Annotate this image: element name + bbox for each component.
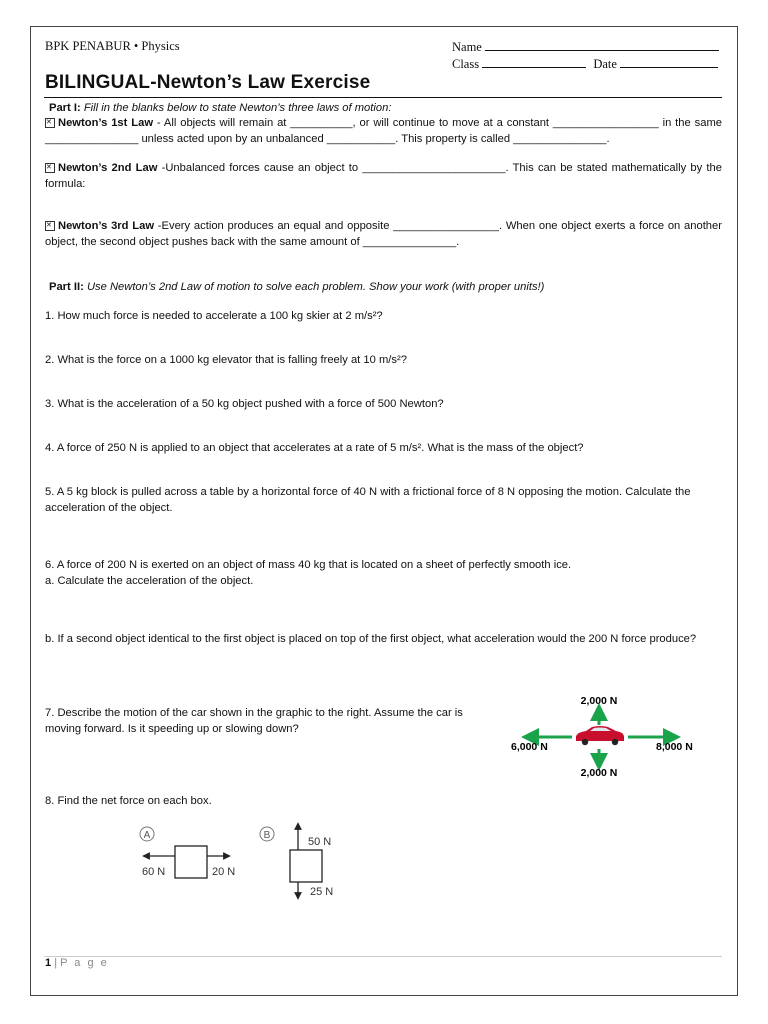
question-7: 7. Describe the motion of the car shown in the graphic to the right. Assume the car is moving forward. Is it speeding up or slowing down? (45, 707, 463, 735)
part2-heading (49, 280, 544, 296)
name-field[interactable] (452, 39, 719, 55)
force-left-label: 6,000 N (511, 741, 548, 753)
law3-text: -Every action produces an equal and opposite _________________. When one object exerts a force on another object, the second object pushes back with the same amount of _______________. (45, 220, 722, 248)
law3-label: Newton’s 3rd Law (58, 220, 155, 232)
question-4: 4. A force of 250 N is applied to an object that accelerates at a rate of 5 m/s². What is the mass of the object? (45, 442, 584, 454)
box-a-diagram (140, 827, 235, 878)
box-b-diagram (260, 826, 333, 898)
name-line[interactable] (485, 39, 719, 51)
checkbox-icon: ✕ (45, 221, 55, 231)
box-force-diagram (130, 818, 370, 904)
page-number: 1 (45, 957, 52, 969)
page-word: P a g e (60, 957, 109, 969)
force-up-label: 2,000 N (580, 695, 618, 707)
date-line[interactable] (620, 56, 718, 68)
part1-heading (49, 101, 391, 117)
box-b-up-force: 50 N (308, 836, 332, 848)
force-right-label: 8,000 N (656, 741, 693, 753)
question-3: 3. What is the acceleration of a 50 kg object pushed with a force of 500 Newton? (45, 398, 444, 410)
date-label: Date (593, 57, 617, 71)
class-label: Class (452, 57, 480, 71)
car-force-diagram (510, 690, 710, 782)
part1-heading-bold: Part I: (49, 102, 81, 114)
box-a-left-force: 60 N (142, 866, 166, 878)
box-a-right-force: 20 N (212, 866, 236, 878)
law1-text: - All objects will remain at __________, or will continue to move at a constant _________________ in the same _______________ unless acted upon by an unbalanced ___________. This property is called _______________. (45, 117, 722, 145)
question-6: 6. A force of 200 N is exerted on an object of mass 40 kg that is located on a sheet of perfectly smooth ice. (45, 559, 572, 571)
title-divider (44, 97, 722, 98)
question-6b: b. If a second object identical to the first object is placed on top of the first object, what acceleration would the 200 N force produce? (45, 633, 697, 645)
box-b-down-force: 25 N (310, 886, 334, 898)
label-a: A (143, 830, 151, 841)
class-date-field (452, 56, 718, 72)
page-title: BILINGUAL-Newton’s Law Exercise (45, 72, 371, 93)
question-1: 1. How much force is needed to accelerate a 100 kg skier at 2 m/s²? (45, 310, 383, 322)
question-6a: a. Calculate the acceleration of the object. (45, 575, 254, 587)
footer-divider (44, 956, 722, 957)
law2-label: Newton’s 2nd Law (58, 162, 158, 174)
box-b (290, 850, 322, 882)
question-8: 8. Find the net force on each box. (45, 795, 212, 807)
part1-heading-italic: Fill in the blanks below to state Newton’s three laws of motion: (83, 102, 392, 114)
name-label: Name (452, 40, 482, 54)
law2-paragraph (45, 161, 722, 192)
question-5: 5. A 5 kg block is pulled across a table by a horizontal force of 40 N with a frictional force of 8 N opposing the motion. Calculate the acceleration of the object. (45, 486, 691, 514)
force-down-label: 2,000 N (580, 767, 618, 779)
car-icon (576, 726, 624, 745)
label-b: B (263, 830, 271, 841)
part2-heading-italic: Use Newton’s 2nd Law of motion to solve each problem. Show your work (with proper units!) (86, 281, 545, 293)
school-subject: BPK PENABUR • Physics (45, 39, 180, 53)
checkbox-icon: ✕ (45, 163, 55, 173)
law1-label: Newton’s 1st Law (58, 117, 154, 129)
law3-paragraph (45, 219, 722, 250)
checkbox-icon: ✕ (45, 118, 55, 128)
class-line[interactable] (482, 56, 586, 68)
law1-paragraph (45, 116, 722, 147)
question-2: 2. What is the force on a 1000 kg elevator that is falling freely at 10 m/s²? (45, 354, 407, 366)
box-a (175, 846, 207, 878)
page-footer: 1 | P a g e (45, 957, 109, 969)
law2-text: -Unbalanced forces cause an object to _______________________. This can be stated mathematically by the formula: (45, 162, 722, 190)
part2-heading-bold: Part II: (49, 281, 84, 293)
